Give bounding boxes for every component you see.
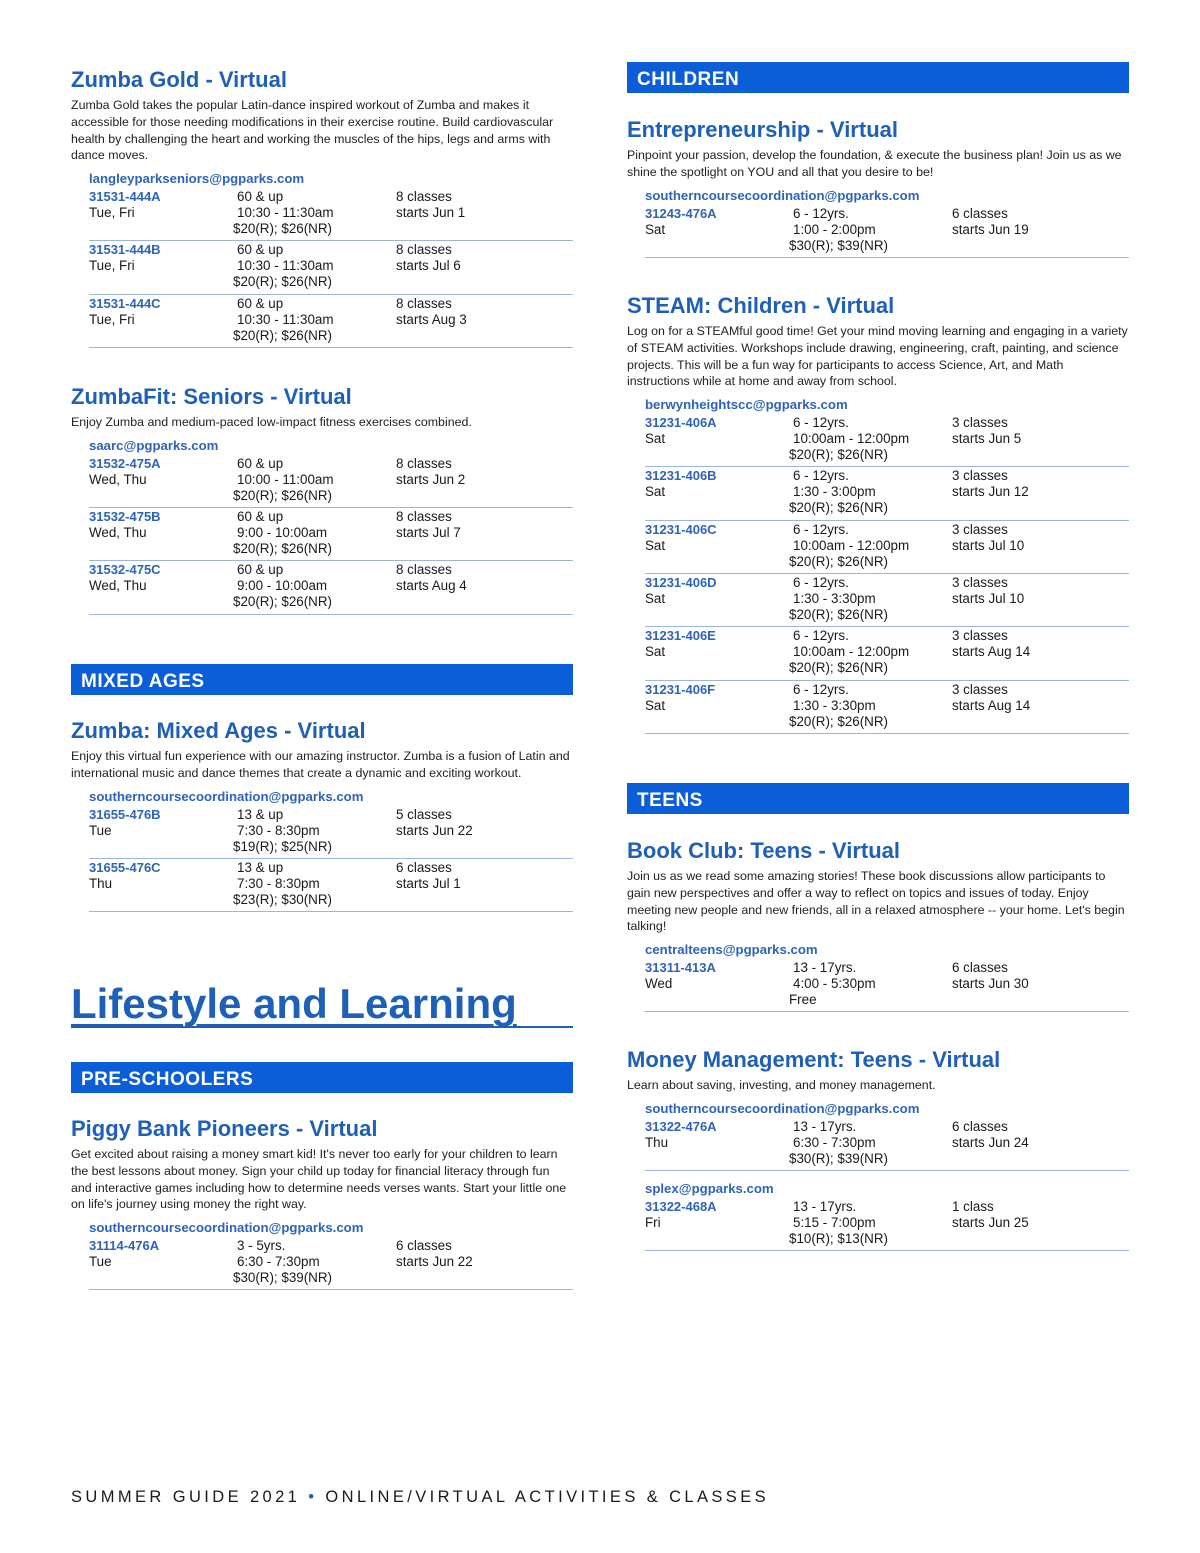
class-fee: $30(R); $39(NR) [789,237,888,253]
class-count: 3 classes [952,681,1008,697]
course-code[interactable]: 31114-476A [89,1238,160,1254]
age-range: 6 - 12yrs. [793,468,849,484]
class-listing-row [645,681,1129,734]
section-title: Zumba Gold - Virtual [71,67,287,92]
class-count: 5 classes [396,806,452,822]
section-title: Book Club: Teens - Virtual [627,838,900,863]
start-date: starts Jun 2 [396,471,466,487]
age-range: 6 - 12yrs. [793,415,849,431]
class-fee: Free [789,992,817,1008]
class-fee: $20(R); $26(NR) [233,541,332,557]
class-time: 7:30 - 8:30pm [237,822,320,838]
page-footer [71,1488,769,1507]
class-listing-row [89,859,573,912]
class-fee: $20(R); $26(NR) [789,447,888,463]
class-listing-row [645,574,1129,627]
start-date: starts Jul 10 [952,537,1025,553]
section-title: ZumbaFit: Seniors - Virtual [71,384,352,409]
class-time: 5:15 - 7:00pm [793,1215,876,1231]
contact-email[interactable]: southerncoursecoordination@pgparks.com [645,187,920,203]
class-fee: $19(R); $25(NR) [233,838,332,854]
footer-bullet: • [308,1488,318,1506]
contact-email[interactable]: southerncoursecoordination@pgparks.com [645,1100,920,1116]
class-listing-row [645,205,1129,258]
class-listing-row [645,521,1129,574]
section-description: Zumba Gold takes the popular Latin-dance inspired workout of Zumba and makes it accessible for those needing modifications in their exercise routine. Build cardiovascular health by challenging the heart and working the muscles of the hips, legs and arms with dance moves. [71,98,554,163]
section-title: Zumba: Mixed Ages - Virtual [71,718,366,743]
class-time: 1:30 - 3:00pm [793,484,876,500]
book-club-section [627,838,1129,1012]
class-fee: $30(R); $39(NR) [233,1270,332,1286]
course-code[interactable]: 31531-444C [89,295,161,311]
age-range: 13 & up [237,859,284,875]
start-date: starts Aug 4 [396,578,467,594]
class-time: 10:00am - 12:00pm [793,431,910,447]
class-listing-row [645,959,1129,1012]
class-count: 3 classes [952,521,1008,537]
class-time: 4:00 - 5:30pm [793,976,876,992]
start-date: starts Jun 12 [952,484,1029,500]
class-time: 7:30 - 8:30pm [237,875,320,891]
start-date: starts Aug 3 [396,311,467,327]
start-date: starts Jun 22 [396,1254,473,1270]
age-range: 6 - 12yrs. [793,205,849,221]
contact-email[interactable]: saarc@pgparks.com [89,437,219,453]
course-code[interactable]: 31532-475B [89,509,161,525]
section-title: STEAM: Children - Virtual [627,293,895,318]
category-bar-pre-schoolers: PRE-SCHOOLERS [71,1062,573,1093]
age-range: 60 & up [237,562,284,578]
class-listing-row [89,561,573,614]
class-fee: $20(R); $26(NR) [233,274,332,290]
class-time: 10:00am - 12:00pm [793,537,910,553]
age-range: 6 - 12yrs. [793,575,849,591]
class-fee: $20(R); $26(NR) [233,594,332,610]
class-time: 6:30 - 7:30pm [793,1134,876,1150]
meeting-days: Tue, Fri [89,258,135,274]
meeting-days: Sat [645,221,666,237]
class-listing-row [89,508,573,561]
contact-email[interactable]: splex@pgparks.com [645,1181,774,1197]
age-range: 6 - 12yrs. [793,521,849,537]
class-fee: $23(R); $30(NR) [233,891,332,907]
age-range: 13 - 17yrs. [793,1118,857,1134]
course-code[interactable]: 31322-468A [645,1199,717,1215]
class-time: 10:30 - 11:30am [237,311,334,327]
course-code[interactable]: 31655-476C [89,859,161,875]
age-range: 60 & up [237,189,284,205]
meeting-days: Wed [645,976,673,992]
category-bar-mixed-ages: MIXED AGES [71,664,573,695]
class-time: 1:00 - 2:00pm [793,221,876,237]
section-title: Piggy Bank Pioneers - Virtual [71,1116,378,1141]
age-range: 13 & up [237,806,284,822]
section-description: Pinpoint your passion, develop the foundation, & execute the business plan! Join us as we shine the spotlight on YOU and all that you desire to be! [627,148,1122,179]
class-count: 3 classes [952,468,1008,484]
money-management-section [627,1047,1129,1251]
meeting-days: Thu [89,875,113,891]
class-listing-row [89,295,573,348]
age-range: 60 & up [237,242,284,258]
contact-email[interactable]: centralteens@pgparks.com [645,942,818,958]
piggy-bank-section [71,1116,573,1290]
class-listing-row [89,806,573,859]
course-code[interactable]: 31231-406A [645,415,717,431]
section-description: Get excited about raising a money smart kid! It's never too early for your children to learn the best lessons about money. Sign your child up today for financial literacy through fun and interactive games including how to determine needs verses wants. Start your little one on life's journey using money the right way. [71,1147,567,1212]
class-listing-row [645,1198,1129,1251]
entrepreneurship-section [627,117,1129,258]
class-fee: $20(R); $26(NR) [233,327,332,343]
class-time: 10:30 - 11:30am [237,258,334,274]
class-count: 6 classes [396,859,452,875]
class-time: 9:00 - 10:00am [237,525,328,541]
meeting-days: Sat [645,591,666,607]
start-date: starts Jun 19 [952,221,1029,237]
category-bar-teens: TEENS [627,783,1129,814]
category-bar-children: CHILDREN [627,62,1129,93]
class-listing-row [89,241,573,294]
meeting-days: Thu [645,1134,669,1150]
class-fee: $20(R); $26(NR) [233,487,332,503]
meeting-days: Tue, Fri [89,311,135,327]
meeting-days: Sat [645,537,666,553]
contact-email[interactable]: berwynheightscc@pgparks.com [645,397,848,413]
zumba-mixed-section [71,718,573,912]
age-range: 6 - 12yrs. [793,681,849,697]
steam-section [627,293,1129,734]
class-fee: $20(R); $26(NR) [233,221,332,237]
age-range: 13 - 17yrs. [793,960,857,976]
class-count: 6 classes [952,960,1008,976]
start-date: starts Jul 6 [396,258,461,274]
age-range: 13 - 17yrs. [793,1199,857,1215]
class-count: 8 classes [396,455,452,471]
class-fee: $20(R); $26(NR) [789,607,888,623]
start-date: starts Jul 7 [396,525,461,541]
class-count: 6 classes [952,1118,1008,1134]
class-fee: $20(R); $26(NR) [789,713,888,729]
start-date: starts Jul 10 [952,591,1025,607]
meeting-days: Tue [89,1254,112,1270]
class-listing-row [89,455,573,508]
course-code[interactable]: 31655-476B [89,806,161,822]
class-count: 8 classes [396,509,452,525]
class-count: 3 classes [952,415,1008,431]
age-range: 60 & up [237,295,284,311]
class-listing-row [645,467,1129,520]
zumba-gold-section [71,67,573,348]
class-count: 1 class [952,1199,994,1215]
class-count: 6 classes [952,205,1008,221]
meeting-days: Tue [89,822,112,838]
meeting-days: Sat [645,484,666,500]
class-listing-row [645,414,1129,467]
start-date: starts Aug 14 [952,697,1031,713]
section-description: Enjoy Zumba and medium-paced low-impact fitness exercises combined. [71,415,472,429]
zumbafit-section [71,384,573,615]
class-count: 8 classes [396,295,452,311]
class-fee: $30(R); $39(NR) [789,1150,888,1166]
class-time: 10:00am - 12:00pm [793,644,910,660]
start-date: starts Jun 1 [396,205,466,221]
class-time: 10:30 - 11:30am [237,205,334,221]
class-count: 6 classes [396,1238,452,1254]
class-fee: $20(R); $26(NR) [789,553,888,569]
start-date: starts Jun 5 [952,431,1022,447]
meeting-days: Sat [645,431,666,447]
section-description: Enjoy this virtual fun experience with our amazing instructor. Zumba is a fusion of Latin and international music and dance themes that create a dynamic and exciting workout. [71,749,570,780]
meeting-days: Wed, Thu [89,525,147,541]
meeting-days: Tue, Fri [89,205,135,221]
class-count: 3 classes [952,575,1008,591]
lifestyle-heading: Lifestyle and Learning [71,976,573,1028]
class-count: 8 classes [396,562,452,578]
class-listing-row [89,188,573,241]
course-code[interactable]: 31231-406E [645,628,716,644]
age-range: 60 & up [237,509,284,525]
class-time: 1:30 - 3:30pm [793,591,876,607]
class-listing-row [645,1118,1129,1171]
course-code[interactable]: 31322-476A [645,1118,717,1134]
course-code[interactable]: 31243-476A [645,205,717,221]
age-range: 60 & up [237,455,284,471]
class-listing-row [89,1237,573,1290]
section-title: Money Management: Teens - Virtual [627,1047,1001,1072]
class-time: 10:00 - 11:00am [237,471,334,487]
start-date: starts Jun 25 [952,1215,1029,1231]
start-date: starts Aug 14 [952,644,1031,660]
course-code[interactable]: 31531-444A [89,189,161,205]
start-date: starts Jul 1 [396,875,461,891]
class-fee: $10(R); $13(NR) [789,1231,888,1247]
section-title: Entrepreneurship - Virtual [627,117,898,142]
class-time: 6:30 - 7:30pm [237,1254,320,1270]
section-description: Log on for a STEAMful good time! Get your mind moving learning and engaging in a variety of STEAM activities. Workshops include drawing, engineering, craft, painting, and science projects. This will be a fun way for participants to access Science, Art, and Math instructions while at home and away from school. [627,324,1128,389]
course-code[interactable]: 31231-406D [645,575,717,591]
course-code[interactable]: 31532-475A [89,455,161,471]
meeting-days: Wed, Thu [89,578,147,594]
course-code[interactable]: 31231-406F [645,681,716,697]
class-listing-row [645,627,1129,680]
section-description: Join us as we read some amazing stories! These book discussions allow participants to gain new perspectives and offer a way to reflect on topics and issues of today. Enjoy meeting new people and new friends, all in a relaxed atmosphere -- your home. Let's begin talking! [627,869,1125,934]
class-fee: $20(R); $26(NR) [789,500,888,516]
start-date: starts Jun 30 [952,976,1029,992]
meeting-days: Wed, Thu [89,471,147,487]
contact-email[interactable]: langleyparkseniors@pgparks.com [89,171,305,187]
age-range: 3 - 5yrs. [237,1238,286,1254]
course-code[interactable]: 31531-444B [89,242,161,258]
contact-email[interactable]: southerncoursecoordination@pgparks.com [89,1220,364,1236]
class-fee: $20(R); $26(NR) [789,660,888,676]
start-date: starts Jun 22 [396,822,473,838]
age-range: 6 - 12yrs. [793,628,849,644]
meeting-days: Sat [645,697,666,713]
course-code[interactable]: 31231-406C [645,521,717,537]
class-time: 1:30 - 3:30pm [793,697,876,713]
contact-email[interactable]: southerncoursecoordination@pgparks.com [89,788,364,804]
meeting-days: Sat [645,644,666,660]
course-code[interactable]: 31231-406B [645,468,717,484]
class-count: 8 classes [396,242,452,258]
footer-section-name: ONLINE/VIRTUAL ACTIVITIES & CLASSES [325,1488,770,1506]
class-count: 8 classes [396,189,452,205]
class-count: 3 classes [952,628,1008,644]
footer-guide-name: SUMMER GUIDE 2021 [71,1488,301,1506]
course-code[interactable]: 31532-475C [89,562,161,578]
course-code[interactable]: 31311-413A [645,960,716,976]
class-time: 9:00 - 10:00am [237,578,328,594]
start-date: starts Jun 24 [952,1134,1029,1150]
section-description: Learn about saving, investing, and money management. [627,1078,936,1092]
meeting-days: Fri [645,1215,661,1231]
